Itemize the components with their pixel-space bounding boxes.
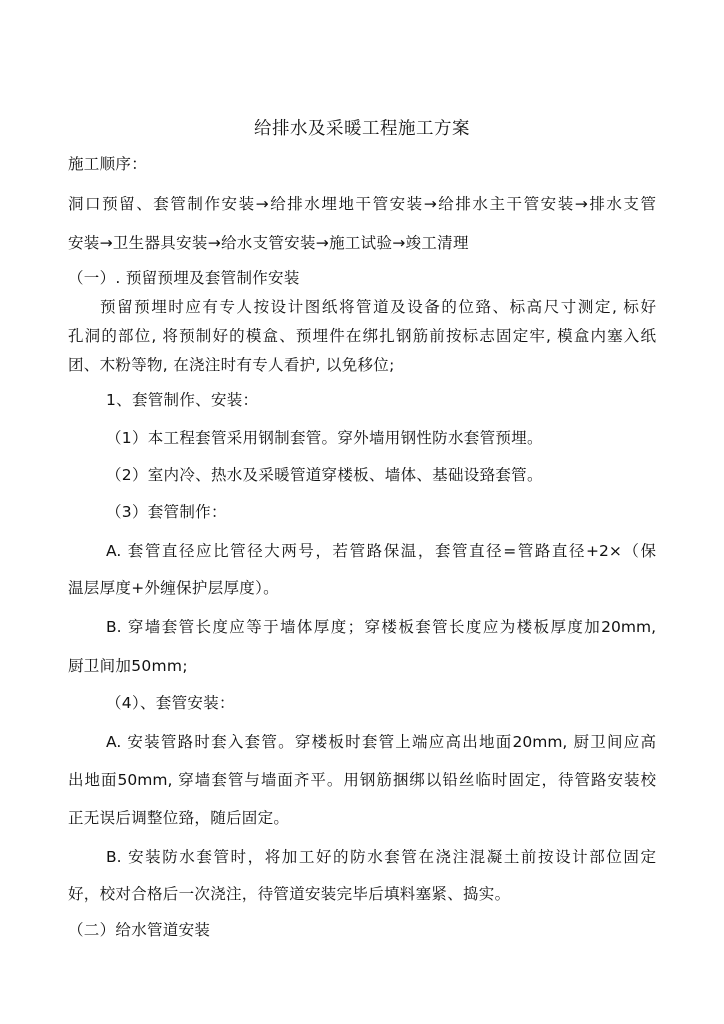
paragraph-line: 洞口预留、套管制作安装→给排水埋地干管安装→给排水主干管安装→排水支管 [68, 195, 656, 213]
paragraph-line: A. 安装管路时套入套管。穿楼板时套管上端应高出地面20mm, 厨卫间应高 [106, 733, 656, 751]
section-heading-2: （二）给水管道安装 [68, 921, 211, 939]
subheading-sleeve: 1、套管制作、安装： [106, 391, 259, 409]
paragraph-line: 安装→卫生器具安装→给水支管安装→施工试验→竣工清理 [68, 234, 469, 252]
section-heading-1: （一）. 预留预埋及套管制作安装 [68, 269, 300, 287]
list-item: （3）套管制作： [106, 503, 227, 521]
list-item: （2）室内冷、热水及采暖管道穿楼板、墙体、基础设臵套管。 [106, 466, 543, 484]
document-title: 给排水及采暖工程施工方案 [254, 119, 470, 139]
section-heading-construction-order: 施工顺序： [68, 155, 148, 173]
paragraph-line: A. 套管直径应比管径大两号，若管路保温，套管直径=管路直径+2×（保 [106, 542, 656, 560]
paragraph-line: 预留预埋时应有专人按设计图纸将管道及设备的位臵、标高尺寸测定, 标好 [100, 298, 656, 316]
paragraph-line: B. 穿墙套管长度应等于墙体厚度；穿楼板套管长度应为楼板厚度加20mm, [106, 618, 656, 636]
paragraph-line: 团、木粉等物, 在浇注时有专人看护, 以免移位; [68, 356, 395, 374]
list-item: （1）本工程套管采用钢制套管。穿外墙用钢性防水套管预埋。 [106, 429, 543, 447]
paragraph-line: B. 安装防水套管时，将加工好的防水套管在浇注混凝土前按设计部位固定 [106, 848, 656, 866]
paragraph-line: 温层厚度+外缠保护层厚度）。 [68, 579, 279, 597]
paragraph-line: 孔洞的部位, 将预制好的模盒、预埋件在绑扎钢筋前按标志固定牢, 模盒内塞入纸 [68, 327, 656, 345]
paragraph-line: 厨卫间加50mm; [68, 657, 188, 675]
paragraph-line: 出地面50mm, 穿墙套管与墙面齐平。用钢筋捆绑以铅丝临时固定，待管路安装校 [68, 771, 656, 789]
paragraph-line: 好，校对合格后一次浇注，待管道安装完毕后填料塞紧、捣实。 [68, 885, 511, 903]
paragraph-line: 正无误后调整位臵，随后固定。 [68, 809, 290, 827]
list-item: （4）、套管安装： [106, 694, 235, 712]
